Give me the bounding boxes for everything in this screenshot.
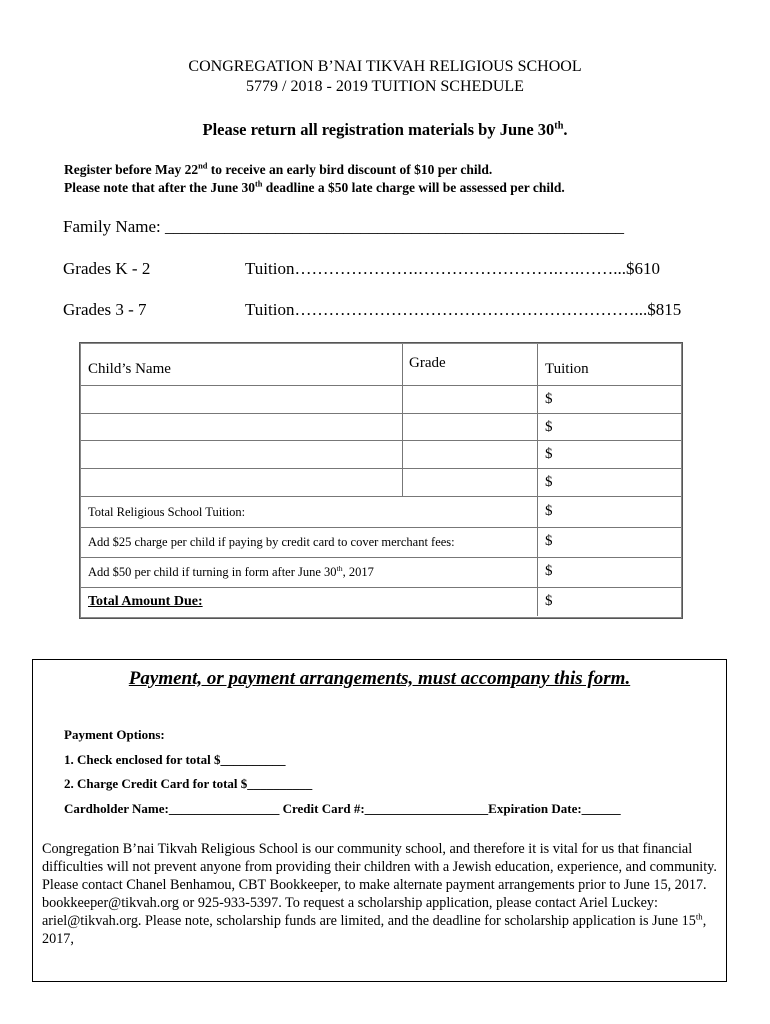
grade-3-7-label: Grades 3 - 7 — [63, 300, 147, 319]
family-name-field[interactable]: Family Name: ______________________________________________________ — [63, 217, 624, 236]
total-amount-due[interactable]: $ — [545, 593, 553, 609]
late-charge-a: Please note that after the June 30 — [64, 180, 255, 195]
tuition-label: Tuition — [245, 300, 295, 319]
leader-dots: …………………………………………………… — [294, 300, 635, 319]
payment-title: Payment, or payment arrangements, must accompany this form. — [128, 668, 631, 689]
col-tuition: Tuition — [545, 361, 589, 377]
late-fee-end: , 2017 — [342, 565, 374, 579]
total-tuition-label: Total Religious School Tuition: — [88, 505, 246, 519]
scholarship-sup: th — [695, 911, 703, 922]
table-rule — [81, 557, 681, 558]
grade-k2-price: ..$610 — [617, 259, 660, 278]
table-col-divider — [402, 344, 403, 496]
cardholder-fields[interactable]: Cardholder Name:_________________ Credit Card #:___________________Expiration Date:______ — [64, 801, 621, 816]
table-rule — [81, 527, 681, 528]
late-charge-b: deadline a $50 late charge will be assessed per child. — [262, 180, 565, 195]
payment-options-label: Payment Options: — [64, 727, 165, 742]
tuition-table — [79, 342, 683, 619]
return-deadline — [0, 120, 770, 140]
tuition-label: Tuition — [245, 259, 295, 278]
scholarship-end: , 2017, — [42, 913, 707, 947]
return-text: Please return all registration materials by June 30 — [202, 120, 555, 139]
credit-card-fee-label: Add $25 charge per child if paying by credit card to cover merchant fees: — [88, 535, 455, 549]
late-fee-amount[interactable]: $ — [545, 563, 553, 579]
grade-k2-tuition — [245, 259, 685, 279]
return-end: . — [563, 120, 568, 139]
return-sup: th — [554, 120, 564, 132]
scholarship-paragraph — [42, 840, 722, 948]
table-rule — [81, 385, 681, 386]
table-rule — [81, 587, 681, 588]
late-fee-sup: th — [336, 563, 343, 573]
table-rule — [81, 468, 681, 469]
leader-dots: ………………….…………………….….……. — [294, 259, 618, 278]
credit-card-fee-amount[interactable]: $ — [545, 533, 553, 549]
table-col-divider — [537, 344, 538, 616]
late-charge-sup: th — [254, 179, 263, 189]
child-tuition-4[interactable]: $ — [545, 474, 553, 490]
table-rule — [81, 440, 681, 441]
grade-3-7-tuition — [245, 300, 685, 320]
late-charge-note — [64, 180, 565, 196]
check-option[interactable]: 1. Check enclosed for total $__________ — [64, 752, 286, 767]
early-bird-a: Register before May 22 — [64, 162, 199, 177]
early-bird-sup: nd — [198, 161, 208, 171]
schedule-title: 5779 / 2018 - 2019 TUITION SCHEDULE — [246, 78, 524, 95]
col-childs-name: Child’s Name — [88, 361, 171, 377]
credit-card-option[interactable]: 2. Charge Credit Card for total $__________ — [64, 776, 313, 791]
child-tuition-2[interactable]: $ — [545, 419, 553, 435]
grade-3-7-price: ...$815 — [634, 300, 682, 319]
child-tuition-3[interactable]: $ — [545, 446, 553, 462]
early-bird-note — [64, 162, 492, 178]
scholarship-text: Congregation B’nai Tikvah Religious School is our community school, and therefore it is vital for us that financial difficulties will not prevent anyone from providing their children with a Jewish education, experience, and community. Please contact Chanel Benhamou, CBT Bookkeeper, to make alternate payment arrangements prior to June 15, 2017. bookkeeper@tikvah.org or 925-933-5397. To request a scholarship application, please contact Ariel Luckey: ariel@tikvah.org. Please note, scholarship funds are limited, and the deadline for scholarship application is June 15 — [42, 841, 717, 929]
early-bird-b: to receive an early bird discount of $10 per child. — [207, 162, 493, 177]
col-grade: Grade — [409, 355, 446, 371]
table-rule — [81, 413, 681, 414]
total-amount-due-label: Total Amount Due: — [88, 594, 203, 609]
grade-k2-label: Grades K - 2 — [63, 259, 151, 278]
school-name: CONGREGATION B’NAI TIKVAH RELIGIOUS SCHOOL — [188, 58, 582, 75]
table-rule — [81, 496, 681, 497]
child-tuition-1[interactable]: $ — [545, 391, 553, 407]
total-tuition-amount[interactable]: $ — [545, 503, 553, 519]
late-fee-text: Add $50 per child if turning in form after June 30 — [88, 565, 337, 579]
late-fee-label — [88, 565, 374, 580]
